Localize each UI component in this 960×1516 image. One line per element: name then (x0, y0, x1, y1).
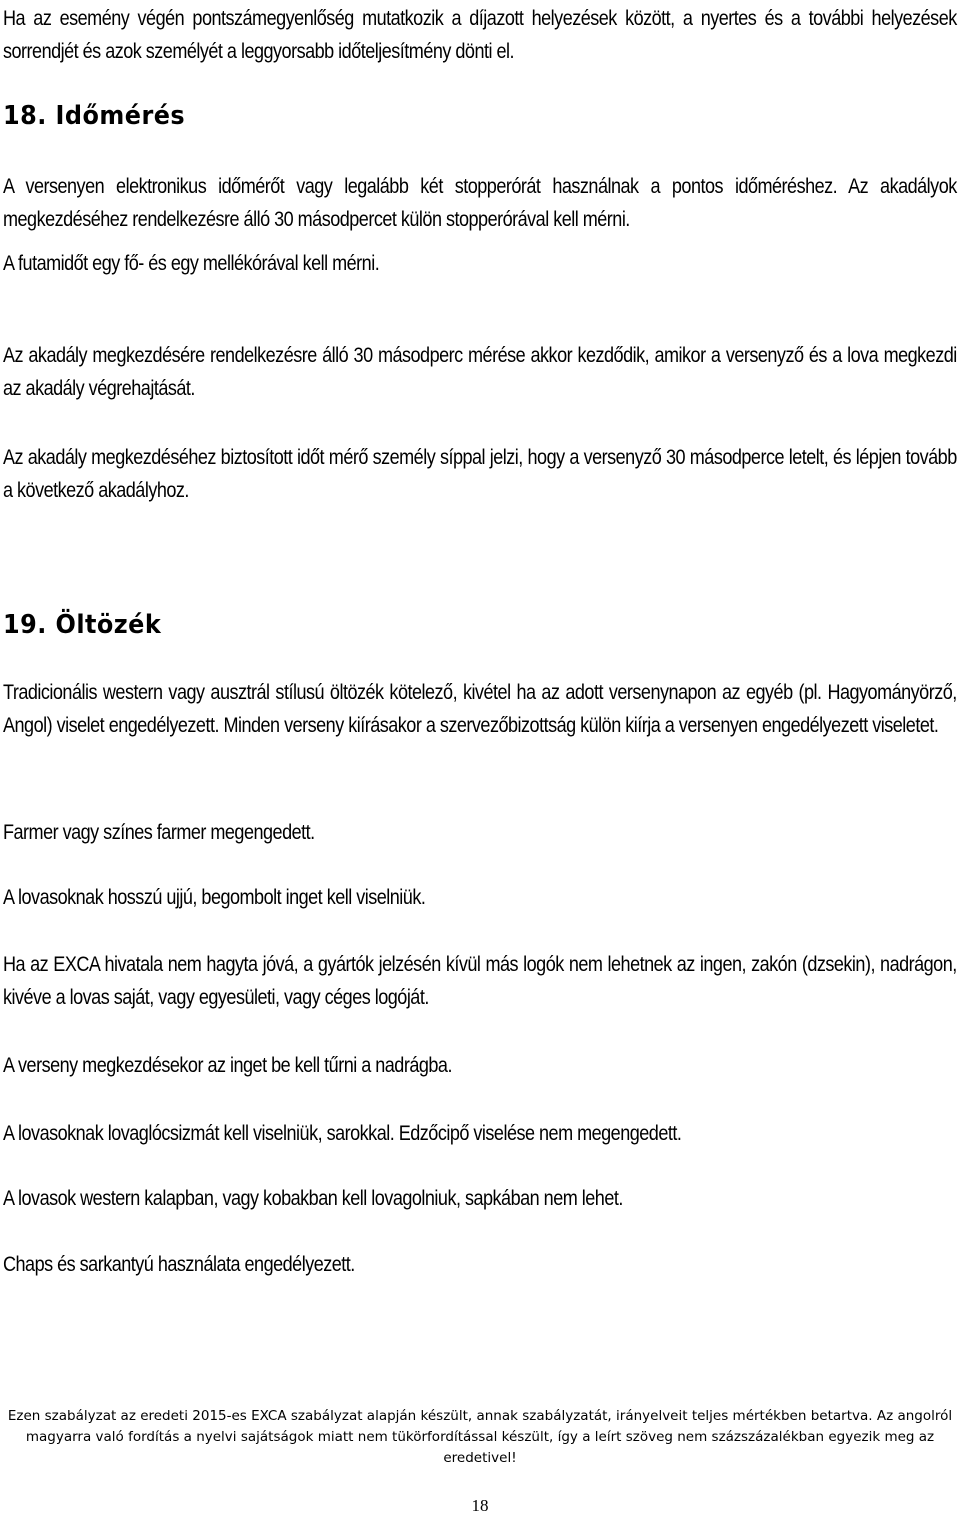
page-number: 18 (471, 1496, 489, 1515)
section-19-paragraph-7: A lovasok western kalapban, vagy kobakban kell lovagolniuk, sapkában nem lehet. (3, 1187, 623, 1210)
section-19-paragraph-5: A verseny megkezdésekor az inget be kell tűrni a nadrágba. (3, 1054, 452, 1077)
section-19-paragraph-2: Farmer vagy színes farmer megengedett. (3, 821, 315, 844)
section-18-paragraph-2: A futamidőt egy fő- és egy mellékórával kell mérni. (3, 252, 380, 275)
section-19-paragraph-6: A lovasoknak lovaglócsizmát kell viselniük, sarokkal. Edzőcipő viselése nem megengedett. (3, 1122, 682, 1145)
section-19-heading: 19. Öltözék (3, 610, 162, 640)
section-18-paragraph-4: Az akadály megkezdéséhez biztosított időt mérő személy síppal jelzi, hogy a versenyző 30 másodperce letelt, és lépjen tovább a következő akadályhoz. (3, 446, 957, 502)
footer-disclaimer: Ezen szabályzat az eredeti 2015-es EXCA szabályzat alapján készült, annak szabályzatát, irányelveit teljes mértékben betartva. Az angolról magyarra való fordítás a nyelvi sajátságok miatt nem tükörfordítással készült, így a leírt szöveg nem százszázalékban egyezik meg az eredetivel! (7, 1408, 953, 1466)
section-19-paragraph-4: Ha az EXCA hivatala nem hagyta jóvá, a gyártók jelzésén kívül más logók nem lehetnek az ingen, zakón (dzsekin), nadrágon, kivéve a lovas saját, vagy egyesületi, vagy céges logóját. (3, 953, 957, 1009)
section-18-paragraph-3: Az akadály megkezdésére rendelkezésre álló 30 másodperc mérése akkor kezdődik, amikor a versenyző és a lova megkezdi az akadály végrehajtását. (3, 344, 957, 400)
section-18-heading: 18. Időmérés (3, 101, 186, 131)
section-19-paragraph-8: Chaps és sarkantyú használata engedélyezett. (3, 1253, 355, 1276)
section-19-paragraph-1: Tradicionális western vagy ausztrál stílusú öltözék kötelező, kivétel ha az adott versenynapon az egyéb (pl. Hagyományörző, Angol) viselet engedélyezett. Minden verseny kiírásakor a szervezőbizottság külön kiírja a versenyen engedélyezett viseletet. (3, 681, 957, 737)
section-19-paragraph-3: A lovasoknak hosszú ujjú, begombolt inget kell viselniük. (3, 886, 426, 909)
intro-paragraph: Ha az esemény végén pontszámegyenlőség mutatkozik a díjazott helyezések között, a nyertes és a további helyezések sorrendjét és azok személyét a leggyorsabb időteljesítmény dönti el. (3, 7, 957, 63)
section-18-paragraph-1: A versenyen elektronikus időmérőt vagy legalább két stopperórát használnak a pontos időméréshez. Az akadályok megkezdéséhez rendelkezésre álló 30 másodpercet külön stopperórával kell mérni. (3, 175, 957, 231)
